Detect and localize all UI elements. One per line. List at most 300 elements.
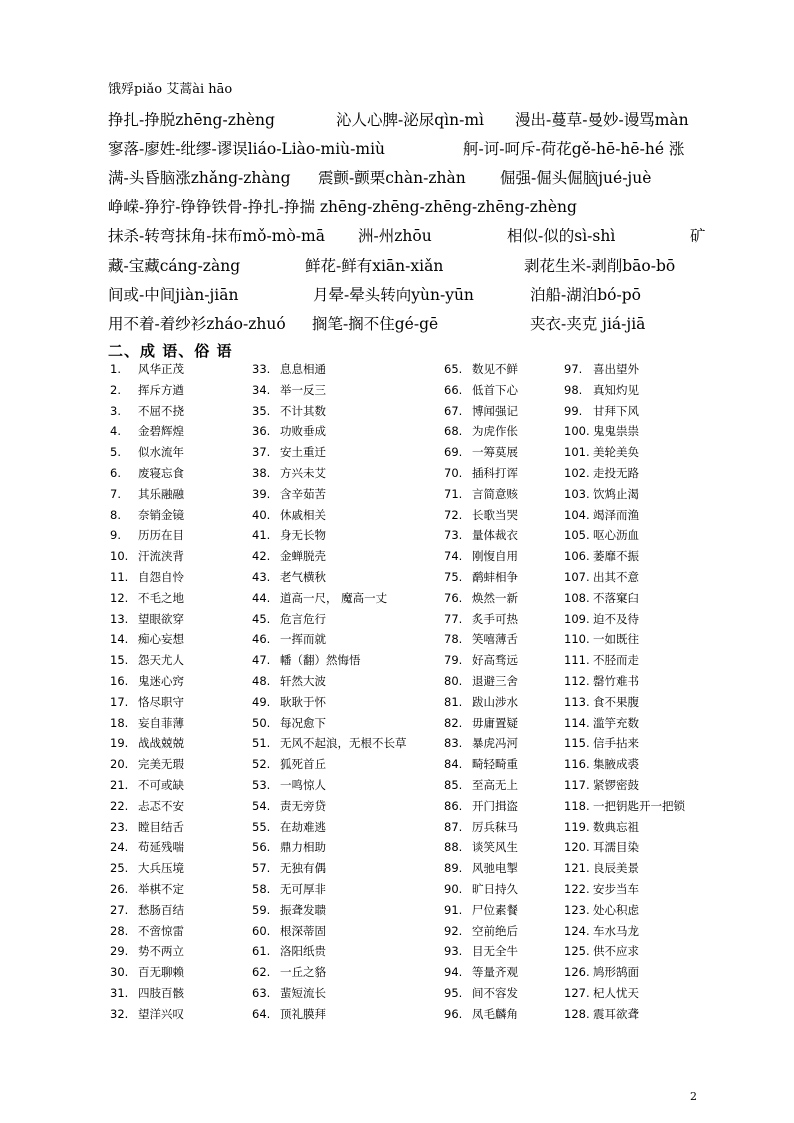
- idiom-text: 汗流浃背: [138, 549, 184, 564]
- idiom-text: 大兵压境: [138, 861, 184, 876]
- idiom-item: [564, 671, 639, 692]
- idiom-list: [0, 359, 794, 1029]
- idiom-item: [110, 837, 184, 858]
- idiom-number: 77.: [444, 611, 463, 626]
- idiom-number: 42.: [252, 549, 271, 564]
- idiom-item: [444, 1004, 518, 1025]
- idiom-item: [444, 754, 518, 775]
- idiom-text: 无风不起浪，无根不长草: [280, 736, 407, 751]
- idiom-text: 紧锣密鼓: [593, 778, 639, 792]
- idiom-number: 95.: [444, 986, 463, 1000]
- idiom-text: 罄竹难书: [593, 674, 639, 688]
- idiom-number: 94.: [444, 965, 463, 980]
- idiom-number: 101.: [564, 445, 590, 460]
- idiom-text: 毋庸置疑: [472, 715, 518, 730]
- idiom-number: 125.: [564, 944, 590, 959]
- idiom-text: 举棋不定: [138, 882, 184, 896]
- idiom-item: [252, 879, 326, 900]
- idiom-number: 84.: [444, 757, 463, 772]
- idiom-text: 方兴未艾: [280, 466, 326, 480]
- idiom-item: [252, 796, 326, 817]
- idiom-item: [444, 713, 518, 734]
- idiom-text: 休戚相关: [280, 507, 326, 522]
- idiom-text: 跋山涉水: [472, 694, 518, 709]
- idiom-item: [110, 588, 184, 609]
- idiom-item: [564, 775, 639, 796]
- idiom-text: 不落窠臼: [593, 590, 639, 605]
- pinyin-segment: 藏-宝藏cáng-zàng: [108, 257, 241, 275]
- idiom-text: 厉兵秣马: [472, 819, 518, 834]
- idiom-number: 116.: [564, 757, 590, 772]
- idiom-number: 109.: [564, 611, 590, 626]
- idiom-number: 11.: [110, 570, 129, 584]
- pinyin-segment: 用不着-着纱衫zháo-zhuó: [108, 315, 286, 333]
- idiom-item: [564, 858, 639, 879]
- section-heading: 二、成 语、俗 语: [108, 342, 233, 360]
- idiom-text: 好高骛远: [472, 653, 518, 668]
- idiom-item: [564, 546, 639, 567]
- idiom-text: 息息相通: [280, 362, 326, 376]
- idiom-number: 106.: [564, 549, 590, 564]
- idiom-text: 瞠目结舌: [138, 819, 184, 834]
- idiom-text: 无可厚非: [280, 882, 326, 896]
- idiom-number: 19.: [110, 736, 129, 751]
- idiom-item: [564, 609, 639, 630]
- idiom-number: 122.: [564, 882, 590, 896]
- idiom-text: 一如既往: [593, 632, 639, 647]
- idiom-number: 37.: [252, 445, 271, 460]
- idiom-text: 旷日持久: [472, 882, 518, 896]
- idiom-item: [444, 941, 518, 962]
- idiom-text: 奈销金镜: [138, 507, 184, 522]
- idiom-item: [444, 921, 518, 942]
- idiom-item: [444, 733, 518, 754]
- idiom-item: [110, 671, 184, 692]
- idiom-number: 21.: [110, 778, 129, 792]
- idiom-number: 118.: [564, 798, 590, 813]
- idiom-item: [444, 463, 518, 484]
- idiom-number: 20.: [110, 757, 129, 772]
- idiom-number: 53.: [252, 778, 271, 792]
- idiom-text: 走投无路: [593, 466, 639, 480]
- idiom-text: 废寝忘食: [138, 466, 184, 480]
- idiom-item: [110, 692, 184, 713]
- idiom-number: 64.: [252, 1006, 271, 1021]
- idiom-text: 不胫而走: [593, 653, 639, 668]
- idiom-text: 鹬蚌相争: [472, 570, 518, 584]
- idiom-number: 28.: [110, 923, 129, 938]
- idiom-item: [564, 421, 639, 442]
- idiom-text: 言简意赅: [472, 486, 518, 501]
- idiom-item: [110, 962, 184, 983]
- idiom-item: [444, 962, 518, 983]
- idiom-text: 量体裁衣: [472, 528, 518, 543]
- idiom-item: [444, 442, 518, 463]
- idiom-number: 39.: [252, 486, 271, 501]
- idiom-text: 一丘之貉: [280, 965, 326, 980]
- idiom-text: 望洋兴叹: [138, 1006, 184, 1021]
- idiom-item: [444, 983, 518, 1004]
- idiom-text: 集腋成裘: [593, 757, 639, 772]
- idiom-number: 78.: [444, 632, 463, 647]
- idiom-text: 饮鸩止渴: [593, 486, 639, 501]
- idiom-number: 36.: [252, 424, 271, 439]
- idiom-item: [564, 629, 639, 650]
- idiom-number: 120.: [564, 840, 590, 855]
- idiom-number: 17.: [110, 694, 129, 709]
- idiom-text: 一挥而就: [280, 632, 326, 647]
- idiom-number: 6.: [110, 466, 121, 480]
- idiom-number: 25.: [110, 861, 129, 876]
- pinyin-segment: 舸-诃-呵斥-荷花gě-hē-hē-hé 涨: [463, 140, 685, 158]
- idiom-item: [252, 817, 326, 838]
- idiom-item: [110, 359, 184, 380]
- idiom-text: 妄自菲薄: [138, 715, 184, 730]
- idiom-number: 107.: [564, 570, 590, 584]
- idiom-item: [564, 941, 639, 962]
- idiom-item: [252, 983, 326, 1004]
- idiom-text: 退避三舍: [472, 674, 518, 688]
- idiom-item: [252, 837, 326, 858]
- idiom-number: 3.: [110, 403, 121, 418]
- idiom-text: 轩然大波: [280, 674, 326, 688]
- idiom-number: 15.: [110, 653, 129, 668]
- idiom-number: 61.: [252, 944, 271, 959]
- idiom-text: 历历在目: [138, 528, 184, 543]
- idiom-number: 97.: [564, 362, 583, 376]
- idiom-text: 数典忘祖: [593, 819, 639, 834]
- idiom-text: 迫不及待: [593, 611, 639, 626]
- idiom-number: 63.: [252, 986, 271, 1000]
- idiom-text: 无独有偶: [280, 861, 326, 876]
- idiom-text: 供不应求: [593, 944, 639, 959]
- idiom-text: 危言危行: [280, 611, 326, 626]
- idiom-text: 数见不鲜: [472, 362, 518, 376]
- pinyin-segment: 泊船-湖泊bó-pō: [530, 286, 641, 304]
- page-number: 2: [690, 1090, 697, 1103]
- pinyin-segment: 挣扎-挣脱zhēng-zhèng: [108, 111, 275, 129]
- idiom-text: 其乐融融: [138, 486, 184, 501]
- idiom-text: 金蝉脱壳: [280, 549, 326, 564]
- idiom-number: 31.: [110, 986, 129, 1000]
- idiom-number: 85.: [444, 778, 463, 792]
- idiom-text: 怨天尤人: [138, 653, 184, 668]
- idiom-item: [564, 1004, 639, 1025]
- idiom-item: [110, 463, 184, 484]
- idiom-number: 7.: [110, 486, 121, 501]
- idiom-item: [110, 546, 184, 567]
- idiom-text: 萎靡不振: [593, 549, 639, 564]
- idiom-item: [110, 442, 184, 463]
- idiom-number: 8.: [110, 507, 121, 522]
- idiom-item: [444, 900, 518, 921]
- idiom-text: 竭泽而渔: [593, 507, 639, 522]
- idiom-text: 不计其数: [280, 403, 326, 418]
- idiom-item: [444, 609, 518, 630]
- idiom-item: [110, 941, 184, 962]
- idiom-item: [564, 442, 639, 463]
- idiom-text: 炙手可热: [472, 611, 518, 626]
- idiom-item: [564, 796, 685, 817]
- idiom-item: [110, 505, 184, 526]
- idiom-item: [564, 463, 639, 484]
- idiom-number: 79.: [444, 653, 463, 668]
- idiom-number: 91.: [444, 902, 463, 917]
- idiom-text: 真知灼见: [593, 382, 639, 397]
- idiom-item: [110, 525, 184, 546]
- idiom-number: 43.: [252, 570, 271, 584]
- idiom-number: 128.: [564, 1006, 590, 1021]
- idiom-item: [252, 421, 326, 442]
- idiom-item: [444, 525, 518, 546]
- idiom-text: 暴虎冯河: [472, 736, 518, 751]
- idiom-text: 金碧辉煌: [138, 424, 184, 439]
- idiom-number: 45.: [252, 611, 271, 626]
- idiom-number: 62.: [252, 965, 271, 980]
- idiom-number: 71.: [444, 486, 463, 501]
- idiom-number: 87.: [444, 819, 463, 834]
- idiom-item: [564, 817, 639, 838]
- idiom-item: [252, 900, 326, 921]
- idiom-text: 处心积虑: [593, 902, 639, 917]
- idiom-number: 127.: [564, 986, 590, 1000]
- idiom-text: 凤毛麟角: [472, 1006, 518, 1021]
- idiom-item: [564, 921, 639, 942]
- idiom-item: [252, 962, 326, 983]
- idiom-item: [444, 546, 518, 567]
- idiom-number: 68.: [444, 424, 463, 439]
- pinyin-segment: 峥嵘-狰狞-铮铮铁骨-挣扎-挣揣 zhēng-zhēng-zhēng-zhēng-zhèng: [108, 198, 577, 216]
- idiom-item: [110, 1004, 184, 1025]
- idiom-number: 113.: [564, 694, 590, 709]
- idiom-text: 滥竽充数: [593, 715, 639, 730]
- idiom-number: 40.: [252, 507, 271, 522]
- idiom-number: 55.: [252, 819, 271, 834]
- idiom-text: 忐忑不安: [138, 798, 184, 813]
- idiom-text: 食不果腹: [593, 694, 639, 709]
- idiom-number: 27.: [110, 902, 129, 917]
- idiom-number: 5.: [110, 445, 121, 460]
- idiom-item: [252, 733, 407, 754]
- idiom-number: 38.: [252, 466, 271, 480]
- idiom-item: [444, 796, 518, 817]
- idiom-number: 47.: [252, 653, 271, 668]
- pinyin-segment: 倔强-倔头倔脑jué-juè: [500, 169, 652, 187]
- idiom-item: [564, 588, 639, 609]
- idiom-text: 不屈不挠: [138, 403, 184, 418]
- idiom-text: 恪尽职守: [138, 694, 184, 709]
- idiom-item: [252, 380, 326, 401]
- idiom-text: 刚愎自用: [472, 549, 518, 564]
- pinyin-segment: 满-头昏脑涨zhǎng-zhàng: [108, 169, 291, 187]
- idiom-item: [564, 983, 639, 1004]
- idiom-text: 为虎作伥: [472, 424, 518, 439]
- idiom-number: 92.: [444, 923, 463, 938]
- idiom-text: 一筹莫展: [472, 445, 518, 460]
- idiom-number: 60.: [252, 923, 271, 938]
- idiom-item: [564, 380, 639, 401]
- idiom-item: [252, 692, 326, 713]
- idiom-item: [252, 671, 326, 692]
- idiom-text: 间不容发: [472, 986, 518, 1000]
- idiom-number: 2.: [110, 382, 121, 397]
- idiom-text: 幡（翻）然悔悟: [280, 653, 361, 668]
- idiom-text: 不啻惊雷: [138, 923, 184, 938]
- idiom-text: 出其不意: [593, 570, 639, 584]
- idiom-text: 鬼鬼祟祟: [593, 424, 639, 439]
- idiom-number: 74.: [444, 549, 463, 564]
- idiom-number: 89.: [444, 861, 463, 876]
- idiom-number: 23.: [110, 819, 129, 834]
- idiom-number: 35.: [252, 403, 271, 418]
- idiom-item: [252, 858, 326, 879]
- idiom-item: [110, 754, 184, 775]
- idiom-text: 责无旁贷: [280, 798, 326, 813]
- idiom-text: 鸠形鹄面: [593, 965, 639, 980]
- pinyin-segment: 震颤-颤栗chàn-zhàn: [318, 169, 466, 187]
- idiom-item: [110, 775, 184, 796]
- idiom-item: [252, 629, 326, 650]
- idiom-text: 开门揖盗: [472, 798, 518, 813]
- idiom-number: 13.: [110, 611, 129, 626]
- idiom-item: [110, 817, 184, 838]
- idiom-item: [444, 484, 518, 505]
- idiom-number: 14.: [110, 632, 129, 647]
- idiom-number: 115.: [564, 736, 590, 751]
- pinyin-segment: 鲜花-鲜有xiān-xiǎn: [305, 257, 444, 275]
- idiom-number: 33.: [252, 362, 271, 376]
- idiom-item: [252, 442, 326, 463]
- idiom-number: 73.: [444, 528, 463, 543]
- idiom-item: [444, 775, 518, 796]
- idiom-number: 58.: [252, 882, 271, 896]
- idiom-number: 100.: [564, 424, 590, 439]
- pinyin-segment: 沁人心脾-泌尿qìn-mì: [336, 111, 484, 129]
- idiom-number: 111.: [564, 653, 590, 668]
- idiom-item: [564, 692, 639, 713]
- idiom-text: 不可或缺: [138, 778, 184, 792]
- idiom-item: [564, 359, 639, 380]
- pinyin-segment: 抹杀-转弯抹角-抹布mǒ-mò-mā: [108, 227, 325, 245]
- idiom-text: 风华正茂: [138, 362, 184, 376]
- pinyin-segment: 饿殍piǎo 艾蒿ài hāo: [108, 82, 233, 97]
- idiom-item: [564, 567, 639, 588]
- idiom-item: [110, 796, 184, 817]
- idiom-text: 洛阳纸贵: [280, 944, 326, 959]
- idiom-text: 安步当车: [593, 882, 639, 896]
- idiom-text: 自怨自怜: [138, 570, 184, 584]
- idiom-item: [252, 525, 326, 546]
- idiom-text: 在劫难逃: [280, 819, 326, 834]
- pinyin-segment: 洲-州zhōu: [358, 227, 432, 245]
- idiom-item: [444, 692, 518, 713]
- idiom-number: 72.: [444, 507, 463, 522]
- idiom-number: 67.: [444, 403, 463, 418]
- idiom-text: 根深蒂固: [280, 923, 326, 938]
- idiom-number: 4.: [110, 424, 121, 439]
- idiom-text: 完美无瑕: [138, 757, 184, 772]
- idiom-number: 24.: [110, 840, 129, 855]
- idiom-item: [444, 650, 518, 671]
- idiom-text: 望眼欲穿: [138, 611, 184, 626]
- idiom-item: [252, 609, 326, 630]
- idiom-text: 蜚短流长: [280, 986, 326, 1000]
- idiom-item: [564, 401, 639, 422]
- idiom-number: 30.: [110, 965, 129, 980]
- idiom-item: [110, 713, 184, 734]
- idiom-number: 9.: [110, 528, 121, 543]
- idiom-number: 119.: [564, 819, 590, 834]
- idiom-number: 10.: [110, 549, 129, 564]
- idiom-number: 98.: [564, 382, 583, 397]
- idiom-text: 插科打诨: [472, 466, 518, 480]
- idiom-text: 鬼迷心窍: [138, 674, 184, 688]
- idiom-text: 道高一尺， 魔高一丈: [280, 590, 388, 605]
- pinyin-segment: 相似-似的sì-shì: [507, 227, 616, 245]
- idiom-item: [564, 484, 639, 505]
- idiom-item: [110, 900, 184, 921]
- idiom-number: 57.: [252, 861, 271, 876]
- idiom-number: 12.: [110, 590, 129, 605]
- idiom-item: [444, 629, 518, 650]
- idiom-number: 86.: [444, 798, 463, 813]
- idiom-item: [110, 380, 184, 401]
- idiom-text: 焕然一新: [472, 590, 518, 605]
- idiom-item: [564, 837, 639, 858]
- idiom-text: 喜出望外: [593, 362, 639, 376]
- idiom-item: [252, 754, 326, 775]
- idiom-number: 34.: [252, 382, 271, 397]
- idiom-number: 114.: [564, 715, 590, 730]
- idiom-number: 22.: [110, 798, 129, 813]
- idiom-item: [252, 1004, 326, 1025]
- idiom-item: [252, 713, 326, 734]
- idiom-number: 80.: [444, 674, 463, 688]
- idiom-text: 狐死首丘: [280, 757, 326, 772]
- idiom-number: 48.: [252, 674, 271, 688]
- idiom-number: 83.: [444, 736, 463, 751]
- idiom-text: 鼎力相助: [280, 840, 326, 855]
- idiom-number: 88.: [444, 840, 463, 855]
- idiom-item: [444, 588, 518, 609]
- idiom-item: [252, 921, 326, 942]
- idiom-number: 123.: [564, 902, 590, 917]
- idiom-number: 102.: [564, 466, 590, 480]
- idiom-number: 105.: [564, 528, 590, 543]
- idiom-item: [110, 484, 184, 505]
- idiom-text: 振聋发聩: [280, 902, 326, 917]
- idiom-item: [444, 879, 518, 900]
- idiom-number: 50.: [252, 715, 271, 730]
- idiom-text: 耿耿于怀: [280, 694, 326, 709]
- idiom-item: [564, 650, 639, 671]
- idiom-number: 104.: [564, 507, 590, 522]
- idiom-item: [564, 733, 639, 754]
- idiom-item: [252, 463, 326, 484]
- idiom-text: 老气横秋: [280, 570, 326, 584]
- idiom-number: 51.: [252, 736, 271, 751]
- idiom-item: [564, 754, 639, 775]
- idiom-text: 愁肠百结: [138, 902, 184, 917]
- idiom-text: 长歌当哭: [472, 507, 518, 522]
- idiom-text: 顶礼膜拜: [280, 1006, 326, 1021]
- idiom-text: 战战兢兢: [138, 736, 184, 751]
- idiom-item: [110, 421, 184, 442]
- idiom-text: 呕心沥血: [593, 528, 639, 543]
- idiom-item: [252, 401, 326, 422]
- idiom-item: [110, 879, 184, 900]
- idiom-number: 108.: [564, 590, 590, 605]
